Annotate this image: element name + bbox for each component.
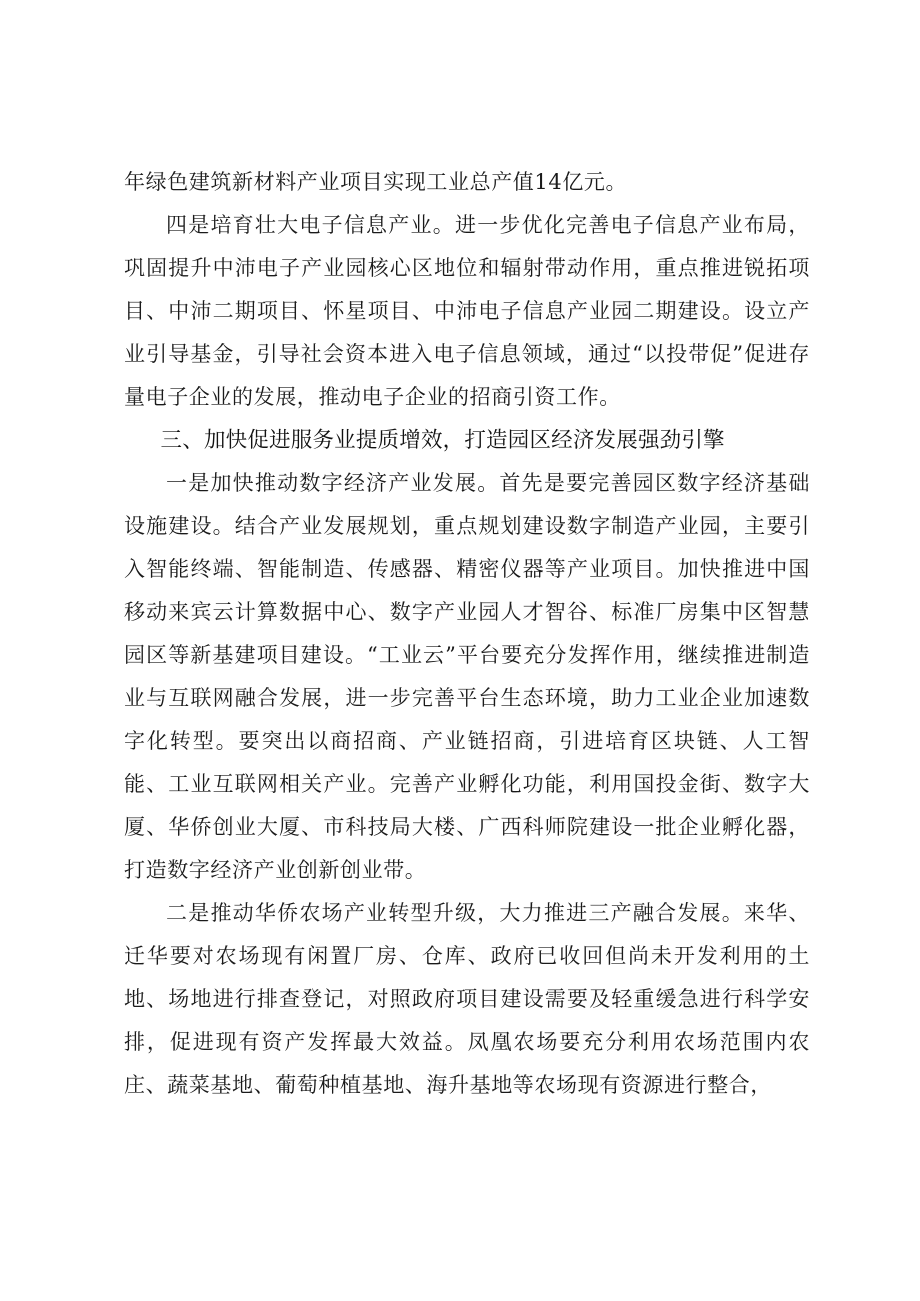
section-heading-services: 三、加快促进服务业提质增效，打造园区经济发展强劲引擎 — [160, 428, 725, 453]
document-body — [124, 161, 810, 1107]
paragraph-digital-economy: 一是加快推动数字经济产业发展。首先是要完善园区数字经济基础设施建设。结合产业发展规划，重点规划建设数字制造产业园，主要引入智能终端、智能制造、传感器、精密仪器等产业项目。加快推进中国移动来宾云计算数据中心、数字产业园人才智谷、标准厂房集中区智慧园区等新基建项目建设。“工业云”平台要充分发挥作用，继续推进制造业与互联网融合发展，进一步完善平台生态环境，助力工业企业加速数字化转型。要突出以商招商、产业链招商，引进培育区块链、人工智能、工业互联网相关产业。完善产业孵化功能，利用国投金街、数字大厦、华侨创业大厦、市科技局大楼、广西科师院建设一批企业孵化器，打造数字经济产业创新创业带。 — [124, 471, 810, 882]
paragraph-overseas-chinese-farm: 二是推动华侨农场产业转型升级，大力推进三产融合发展。来华、迁华要对农场现有闲置厂房、仓库、政府已收回但尚未开发利用的土地、场地进行排查登记，对照政府项目建设需要及轻重缓急进行科学安排，促进现有资产发挥最大效益。凤凰农场要充分利用农场范围内农庄、蔬菜基地、葡萄种植基地、海升基地等农场现有资源进行整合， — [124, 901, 810, 1097]
paragraph-electronics-industry: 四是培育壮大电子信息产业。进一步优化完善电子信息产业布局，巩固提升中沛电子产业园核心区地位和辐射带动作用，重点推进锐拓项目、中沛二期项目、怀星项目、中沛电子信息产业园二期建设。设立产业引导基金，引导社会资本进入电子信息领域，通过“以投带促”促进存量电子企业的发展，推动电子企业的招商引资工作。 — [124, 213, 810, 409]
paragraph-continuation: 年绿色建筑新材料产业项目实现工业总产值14亿元。 — [124, 170, 628, 194]
